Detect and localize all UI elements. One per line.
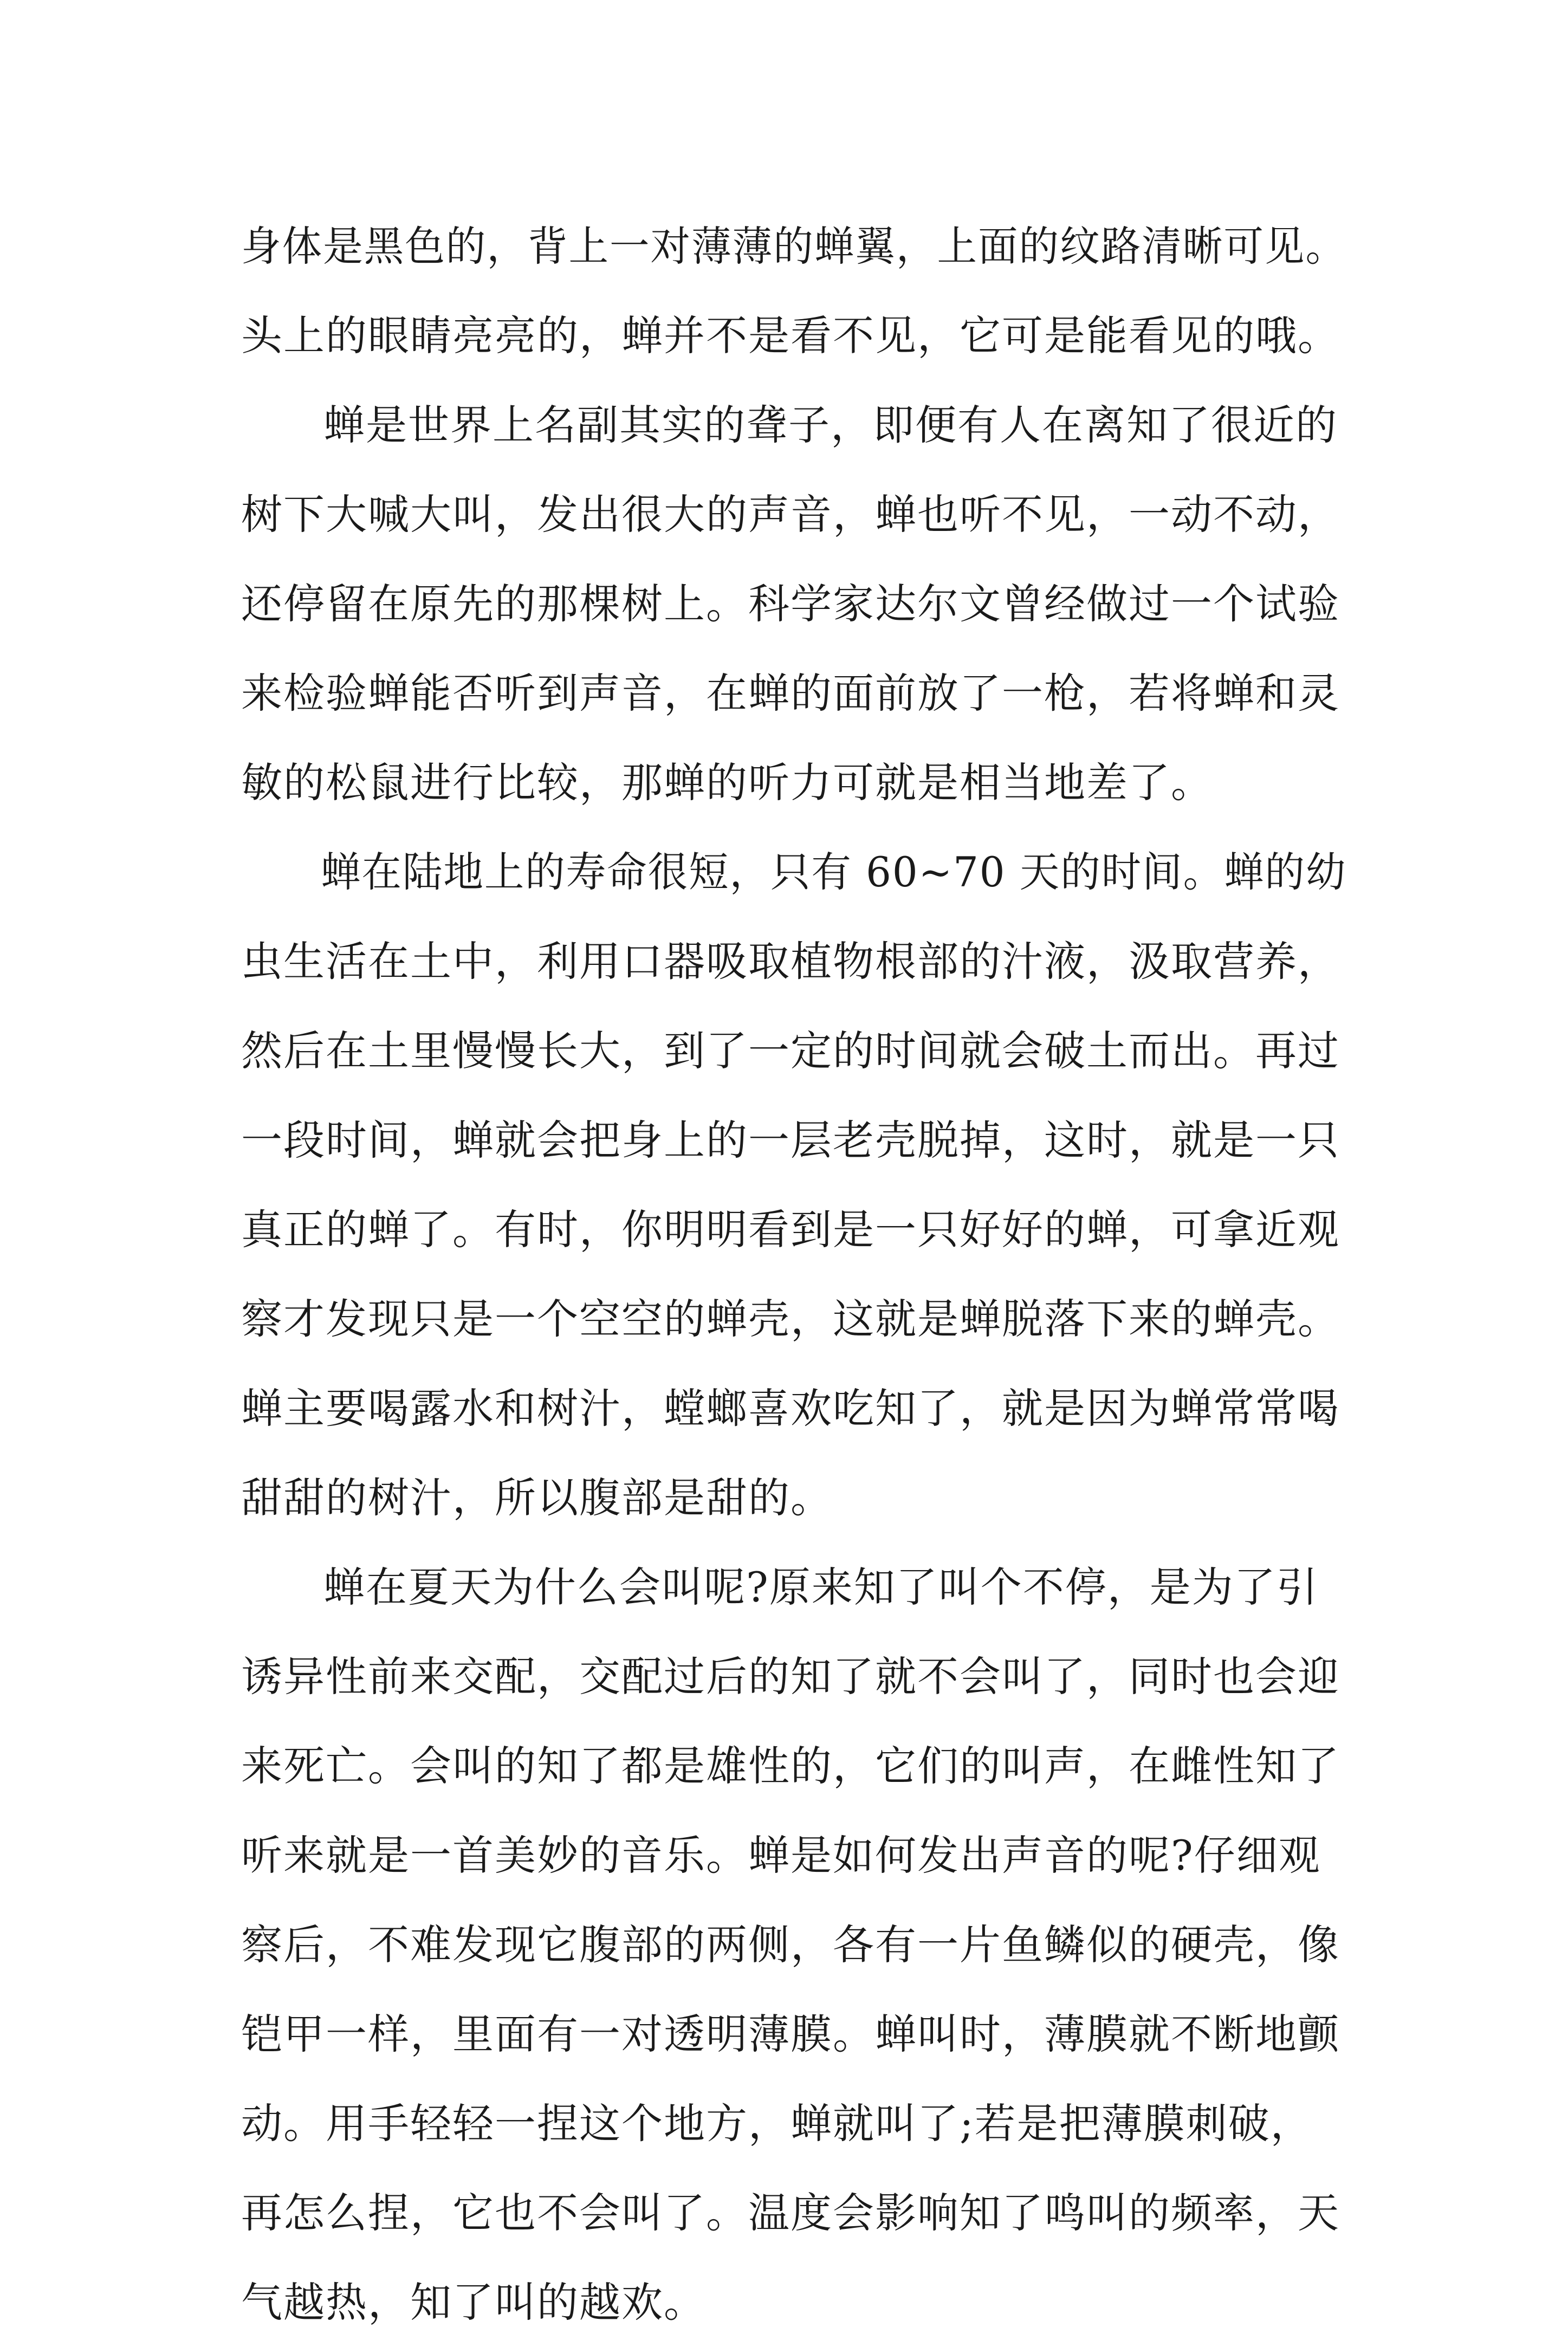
text-line: 来死亡。会叫的知了都是雄性的，它们的叫声，在雌性知了 — [241, 1742, 1340, 1790]
text-line: 蝉在陆地上的寿命很短，只有 60~70 天的时间。蝉的幼 — [321, 848, 1347, 896]
text-line: 还停留在原先的那棵树上。科学家达尔文曾经做过一个试验 — [241, 580, 1340, 628]
text-line: 树下大喊大叫，发出很大的声音，蝉也听不见，一动不动， — [241, 490, 1340, 539]
text-line: 诱异性前来交配，交配过后的知了就不会叫了，同时也会迎 — [241, 1652, 1340, 1701]
text-line: 甜甜的树汁，所以腹部是甜的。 — [241, 1474, 833, 1522]
text-line: 动。用手轻轻一捏这个地方，蝉就叫了;若是把薄膜刺破， — [241, 2099, 1313, 2148]
text-line: 头上的眼睛亮亮的，蝉并不是看不见，它可是能看见的哦。 — [241, 312, 1340, 360]
text-line: 真正的蝉了。有时，你明明看到是一只好好的蝉，可拿近观 — [241, 1205, 1340, 1254]
document-body — [241, 202, 1346, 2347]
text-line: 蝉是世界上名副其实的聋子，即便有人在离知了很近的 — [323, 401, 1338, 449]
text-line: 气越热，知了叫的越欢。 — [241, 2278, 706, 2326]
text-line: 一段时间，蝉就会把身上的一层老壳脱掉，这时，就是一只 — [241, 1116, 1340, 1164]
text-line: 然后在土里慢慢长大，到了一定的时间就会破土而出。再过 — [241, 1027, 1340, 1075]
text-line: 察才发现只是一个空空的蝉壳，这就是蝉脱落下来的蝉壳。 — [241, 1295, 1340, 1343]
text-line: 虫生活在土中，利用口器吸取植物根部的汁液，汲取营养， — [241, 937, 1340, 986]
text-line: 蝉在夏天为什么会叫呢?原来知了叫个不停，是为了引 — [323, 1563, 1319, 1611]
text-line: 敏的松鼠进行比较，那蝉的听力可就是相当地差了。 — [241, 758, 1213, 807]
text-line: 蝉主要喝露水和树汁，螳螂喜欢吃知了，就是因为蝉常常喝 — [241, 1384, 1340, 1432]
text-line: 身体是黑色的，背上一对薄薄的蝉翼，上面的纹路清晰可见。 — [241, 222, 1346, 270]
text-line: 察后，不难发现它腹部的两侧，各有一片鱼鳞似的硬壳，像 — [241, 1921, 1340, 1969]
text-line: 铠甲一样，里面有一对透明薄膜。蝉叫时，薄膜就不断地颤 — [241, 2010, 1340, 2058]
text-line: 听来就是一首美妙的音乐。蝉是如何发出声音的呢?仔细观 — [241, 1831, 1321, 1879]
text-line: 再怎么捏，它也不会叫了。温度会影响知了鸣叫的频率，天 — [241, 2189, 1340, 2237]
text-line: 来检验蝉能否听到声音，在蝉的面前放了一枪，若将蝉和灵 — [241, 669, 1340, 717]
